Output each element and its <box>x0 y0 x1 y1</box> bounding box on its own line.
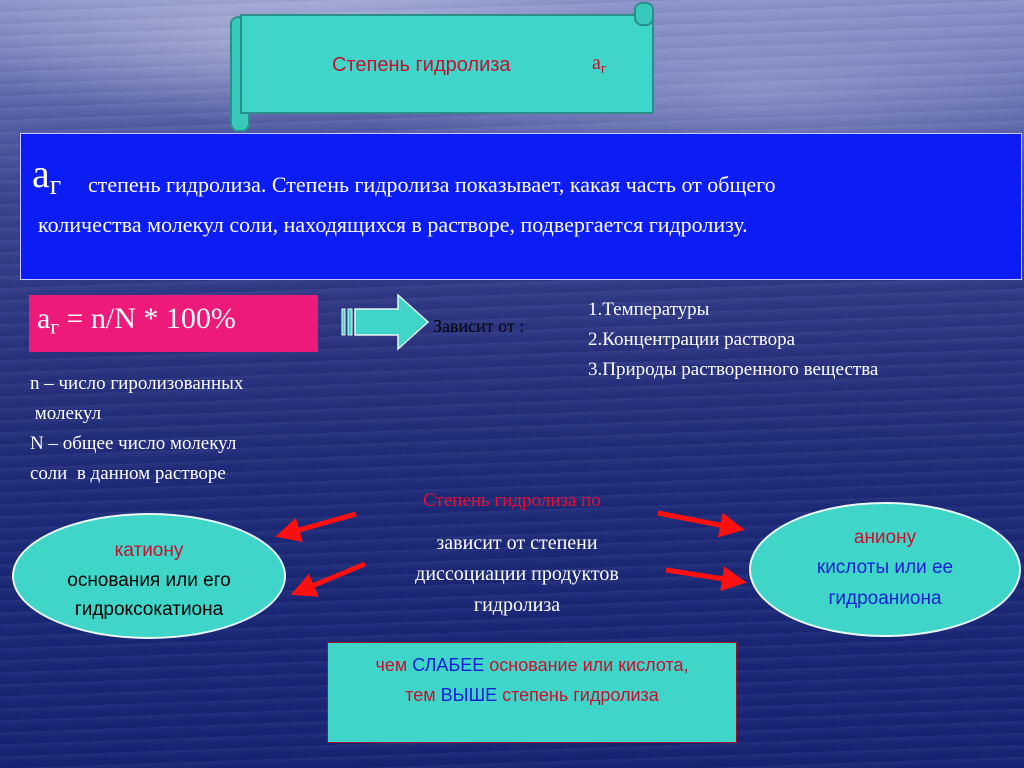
center-line-3: гидролиза <box>473 594 561 616</box>
formula-box: $a_г = n/N * 100\%$ <box>29 295 318 352</box>
definition-line-2: количества молекул соли, находящихся в растворе, подвергается гидролизу. <box>38 212 748 237</box>
anion-line-2: кислоты или ее <box>816 557 954 578</box>
legend-line-3: N – общее число молекул <box>30 433 237 454</box>
arrow-to-cation-lower <box>300 564 365 591</box>
banner-symbol: $a_г$ <box>592 52 607 77</box>
depends-label: Зависит от : <box>433 316 525 336</box>
cation-ellipse <box>12 513 286 639</box>
definition-box <box>20 133 1022 280</box>
factor-3: 3.Природы растворенного вещества <box>588 359 879 380</box>
center-heading: Степень гидролиза по <box>423 490 601 511</box>
anion-line-3: гидроаниона <box>828 588 942 609</box>
anion-line-1: аниону <box>853 527 917 548</box>
factor-2: 2.Концентрации раствора <box>588 329 796 350</box>
scroll-curl-right <box>634 2 654 26</box>
banner-title: Степень гидролиза <box>332 54 511 76</box>
conclusion-line-1: чем СЛАБЕЕ основание или кислота, <box>375 655 689 675</box>
definition-symbol: $a_г$ <box>32 151 62 201</box>
center-line-1: зависит от степени <box>436 532 598 554</box>
arrow-to-anion-lower <box>666 570 737 581</box>
conclusion-line-2: тем ВЫШЕ степень гидролиза <box>405 685 659 705</box>
definition-line-1: степень гидролиза. Степень гидролиза показывает, какая часть от общего <box>88 172 776 197</box>
block-arrow-right <box>340 293 430 351</box>
arrow-to-cation-upper <box>285 514 356 534</box>
factor-1: 1.Температуры <box>588 299 710 320</box>
conclusion-box <box>327 642 737 743</box>
legend-line-1: n – число гиролизованных <box>30 373 244 394</box>
legend-line-2: молекул <box>30 403 102 424</box>
cation-line-3: гидроксокатиона <box>74 599 224 620</box>
cation-line-2: основания или его <box>67 570 231 591</box>
anion-ellipse <box>749 502 1021 637</box>
center-line-2: диссоциации продуктов <box>415 563 619 585</box>
arrow-to-anion-upper <box>658 513 735 528</box>
legend-line-4: соли в данном растворе <box>30 463 226 484</box>
cation-line-1: катиону <box>114 540 184 561</box>
